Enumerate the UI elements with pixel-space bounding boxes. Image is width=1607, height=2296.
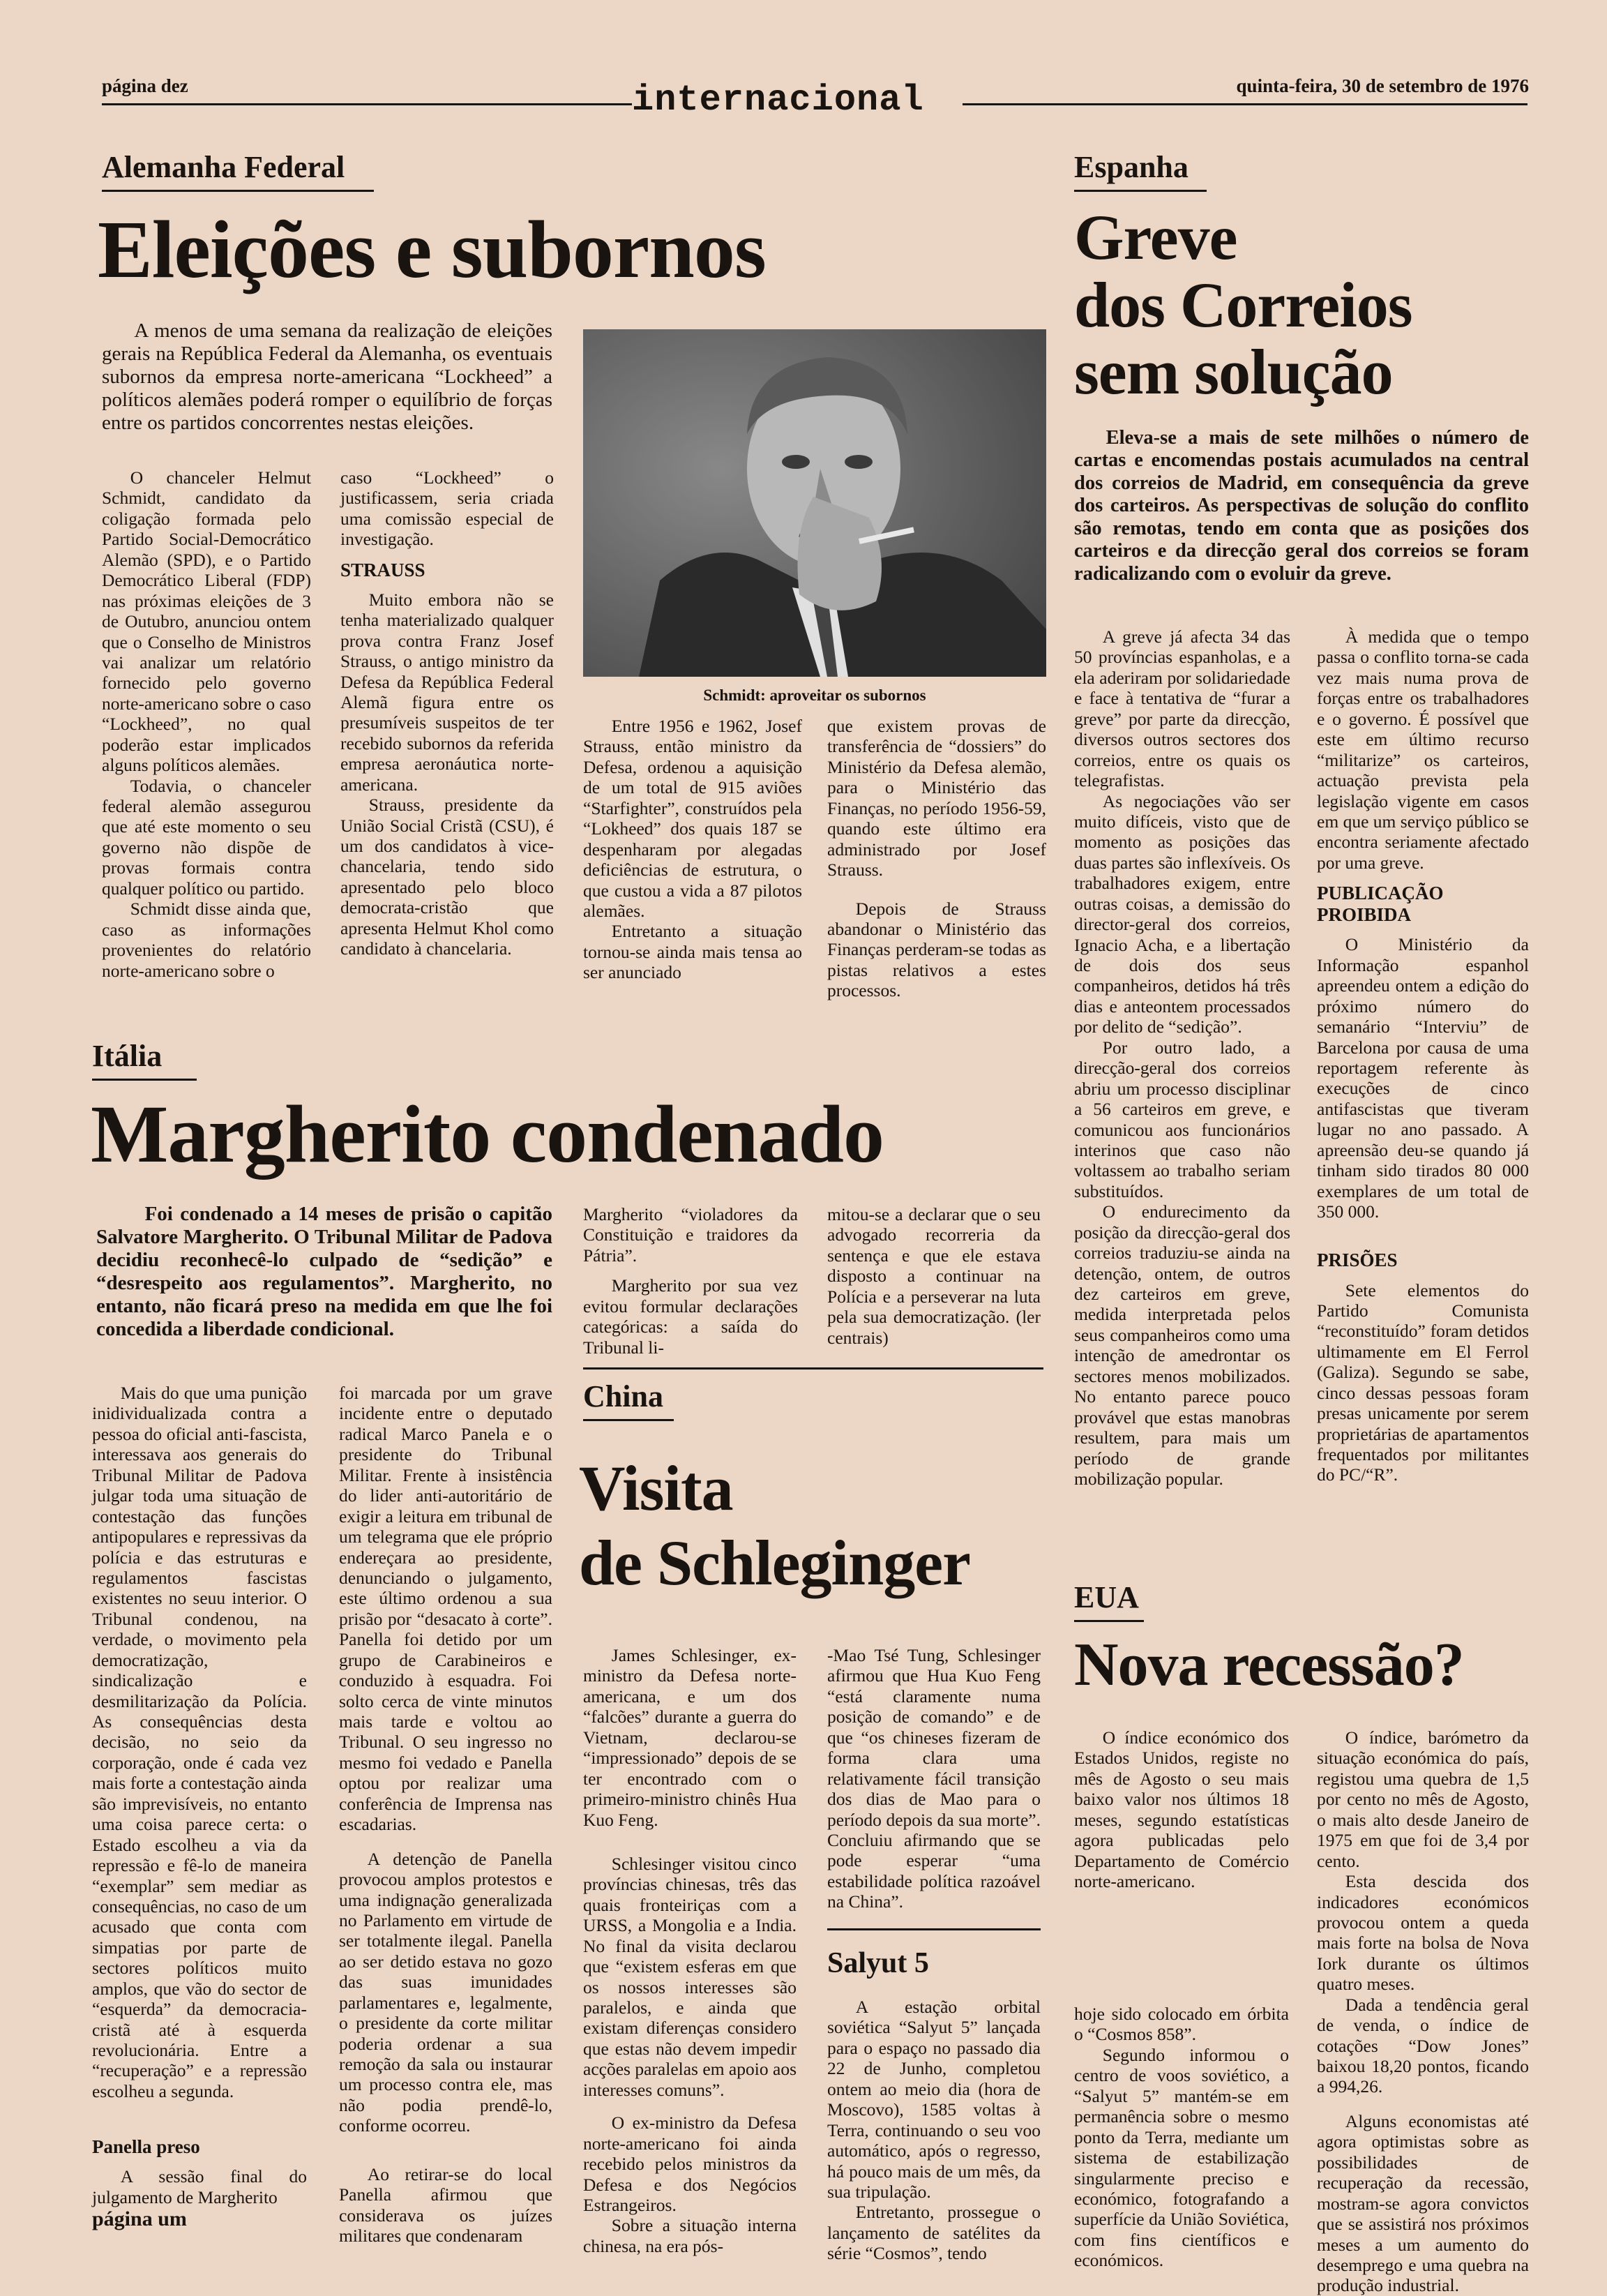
paragraph: Ao retirar-se do local Panella afirmou que considerava os juízes militares que condenaram <box>339 2163 552 2246</box>
espanha-column-2 <box>1317 626 1529 1485</box>
divider-italia-china <box>583 1367 1043 1370</box>
italia-column-1 <box>92 1383 307 2232</box>
eua-column-1 <box>1074 1727 1289 1892</box>
lead-alemanha: A menos de uma semana da realização de eleições gerais na República Federal da Alemanha, os eventuais subornos da empresa norte-americana “Lockheed” a políticos alemães poderá romper o equilíbrio de forças entre os partidos concorrentes nestas eleições. <box>102 320 552 435</box>
photo-schmidt <box>583 329 1046 677</box>
section-label-china: China <box>583 1379 663 1413</box>
italia-column-b <box>827 1204 1041 1348</box>
paragraph: À medida que o tempo passa o conflito torna-se cada vez mais numa prova de forças entre os trabalhadores e o governo. É possível que este em último recurso “militarize” os carteiros, actuação prevista pela legislação vigente em casos em que um serviço público se encontra seriamente afectado por uma greve. <box>1317 626 1529 873</box>
paragraph: Entretanto a situação tornou-se ainda mais tensa ao ser anunciado <box>583 921 802 983</box>
paragraph: caso “Lockheed” o justificassem, seria criada uma comissão especial de investigação. <box>340 467 554 550</box>
paragraph: O endurecimento da posição da direcção-geral dos correios traduziu-se ainda na detenção, ontem, de outros dez carteiros em greve, medida interpretada pelos seus companheiros como uma intenção de amedrontar os sectores menos mobilizados. No entanto parece pouco provável que estas manobras resultem, para mais um período de grande mobilização popular. <box>1074 1201 1290 1489</box>
paragraph: Alguns economistas até agora optimistas sobre as possibilidades de recuperação da recessão, mostram-se agora convictos que se assistirá nos próximos meses a um aumento do desemprego e uma quebra na produção industrial. <box>1317 2110 1529 2296</box>
headline-espanha <box>1074 204 1412 406</box>
section-rule-china <box>583 1419 674 1421</box>
paragraph: Sobre a situação interna chinesa, na era pós- <box>583 2215 797 2256</box>
divider-salyut <box>827 1928 1041 1930</box>
paragraph: Margherito “violadores da Constituição e traidores da Pátria”. <box>583 1204 798 1266</box>
paragraph: Mais do que uma punição inidividualizada contra a pessoa do oficial anti-fascista, interessava aos generais do Tribunal Militar de Padova julgar toda uma situação de contestação das funções antipopulares e repressivas da polícia e das estruturas e regulamentos fascistas existentes no seuu interior. O Tribunal condenou, na verdade, o movimento pela democratização, sindicalização e desmilitarização da Polícia. As consequências desta decisão, no seio da corporação, onde é cada vez mais forte a contestação ainda são imprevisíveis, no entanto uma coisa parece certa: o Estado escolheu a via da repressão e fê-lo de maneira “exemplar” sem mediar as consequências, no caso de um acusado que conta com simpatias por parte de sectores políticos muito amplos, que vão do sector de “esquerda” da democracia-cristã até à esquerda revolucionária. Entre a “recuperação” e a repressão escolheu a segunda. <box>92 1383 307 2101</box>
section-label-italia: Itália <box>92 1039 163 1073</box>
headline-china <box>579 1451 970 1600</box>
portrait-image <box>583 329 1046 677</box>
paragraph: Depois de Strauss abandonar o Ministério das Finanças perderam-se todas as pistas relativos a estes processos. <box>827 898 1046 1001</box>
paragraph: O Ministério da Informação espanhol apreendeu ontem a edição do próximo número do semanário “Interviu” de Barcelona por causa de uma reportagem referente às execuções de cinco antifascistas que tiveram lugar no ano passado. A apreensão deu-se quando já tinham sido tirados 80 000 exemplares de um total de 350 000. <box>1317 934 1529 1222</box>
paragraph: Sete elementos do Partido Comunista “reconstituído” foram detidos ultimamente em El Ferrol (Galiza). Segundo se sabe, cinco dessas pessoas foram presas unicamente por serem proprietárias de apartamentos frequentados por militantes do PC/“R”. <box>1317 1280 1529 1485</box>
paragraph: -Mao Tsé Tung, Schlesinger afirmou que Hua Kuo Feng “está claramente numa posição de comando” e de que “os chineses fizeram de forma clara uma relativamente fácil transição dos dias de Mao para o período depois da sua morte”. Concluiu afirmando que se pode esperar “uma estabilidade política razoável na China”. <box>827 1645 1041 1912</box>
page-footer-fragment: página um <box>92 2207 187 2231</box>
subheading-prisoes: PRISÕES <box>1317 1250 1398 1271</box>
alemanha-column-2 <box>340 467 554 959</box>
paragraph: Entretanto, prossegue o lançamento de satélites da série “Cosmos”, tendo <box>827 2202 1041 2264</box>
paragraph: Esta descida dos indicadores económicos provocou ontem a queda mais forte na bolsa de Nova Iork durante os últimos quatro meses. <box>1317 1871 1529 1995</box>
china-column-1 <box>583 1645 797 2256</box>
italia-column-a <box>583 1204 798 1358</box>
salyut-column-2 <box>1074 2004 1289 2271</box>
paragraph: James Schlesinger, ex-ministro da Defesa norte-americana, e um dos “falcões” durante a guerra do Vietnam, declarou-se “impressionado” depois de se ter encontrado com o primeiro-ministro chinês Hua Kuo Feng. <box>583 1645 797 1830</box>
salyut-column-1 <box>827 1997 1041 2264</box>
photo-caption: Schmidt: aproveitar os subornos <box>703 686 926 704</box>
alemanha-column-3 <box>583 716 802 983</box>
italia-column-2 <box>339 1383 552 2246</box>
espanha-column-1 <box>1074 626 1290 1489</box>
header-rule-left <box>102 103 632 105</box>
paragraph: As negociações vão ser muito difíceis, visto que de momento as posições das duas partes são inflexíveis. Os trabalhadores exigem, entre outras coisas, a demissão do director-geral dos correios, Ignacio Acha, e a libertação de dois dos seus companheiros, detidos há três dias e anteontem processados por delito de “sedição”. <box>1074 790 1290 1037</box>
headline-italia: Margherito condenado <box>91 1088 884 1180</box>
lead-italia: Foi condenado a 14 meses de prisão o capitão Salvatore Margherito. O Tribunal Militar de Padova decidiu reconhecê-lo culpado de “sedição” e “desrespeito aos regulamentos”. Margherito, no entanto, não ficará preso na medida em que lhe foi concedida a liberdade condicional. <box>96 1203 552 1341</box>
headline-eua: Nova recessão? <box>1074 1631 1464 1699</box>
paragraph: Dada a tendência geral de venda, o índice de cotações “Dow Jones” baixou 18,20 pontos, ficando a 994,26. <box>1317 1994 1529 2097</box>
section-title: internacional <box>632 80 924 121</box>
paragraph: que existem provas de transferência de “dossiers” do Ministério da Defesa alemão, para o Ministério das Finanças, no período 1956-59, quando este último era administrado por Josef Strauss. <box>827 716 1046 880</box>
subheading-strauss: STRAUSS <box>340 559 425 580</box>
section-rule-espanha <box>1074 190 1207 192</box>
alemanha-column-4 <box>827 716 1046 1001</box>
subheading-panella: Panella preso <box>92 2136 200 2158</box>
paragraph: O índice económico dos Estados Unidos, registe no mês de Agosto o seu mais baixo valor nos últimos 18 meses, segundo estatísticas agora publicadas pelo Departamento de Comércio norte-americano. <box>1074 1727 1289 1892</box>
headline-line: Greve <box>1074 202 1237 273</box>
paragraph: A greve já afecta 34 das 50 províncias espanholas, e a ela aderiram por solidariedade e face à tentativa de “furar a greve” por parte da direcção, diversos outros sectores dos correios, entre os quais os telegrafistas. <box>1074 626 1290 791</box>
paragraph: Por outro lado, a direcção-geral dos correios abriu um processo disciplinar a 56 carteiros em greve, e comunicou aos funcionários interinos que caso não voltassem ao trabalho seriam substituídos. <box>1074 1037 1290 1201</box>
headline-line: sem solução <box>1074 336 1393 408</box>
section-rule-alemanha <box>102 190 374 192</box>
paragraph: Margherito por sua vez evitou formular declarações categóricas: a saída do Tribunal li- <box>583 1275 798 1358</box>
paragraph: Strauss, presidente da União Social Cristã (CSU), é um dos candidatos à vice-chancelaria, tendo sido apresentado pelo bloco democrata-cristão que apresenta Helmut Khol como candidato à chancelaria. <box>340 795 554 959</box>
section-label-alemanha: Alemanha Federal <box>102 150 345 184</box>
paragraph: Schlesinger visitou cinco províncias chinesas, três das quais fronteiriças com a URSS, a Mongolia e a India. No final da visita declarou que “existem esferas em que os nossos interesses são paralelos, e ainda que existam diferenças considero que estas não devem impedir acções paralelas em apoio aos interesses comuns”. <box>583 1853 797 2100</box>
china-column-2 <box>827 1645 1041 1912</box>
eua-column-2 <box>1317 1727 1529 2296</box>
section-label-espanha: Espanha <box>1074 150 1189 184</box>
headline-line: dos Correios <box>1074 269 1412 340</box>
headline-line: de Schleginger <box>579 1526 970 1598</box>
paragraph: O índice, barómetro da situação económica do país, registou uma quebra de 1,5 por cento no mês de Agosto, o mais alto desde Janeiro de 1975 em que foi de 3,4 por cento. <box>1317 1727 1529 1871</box>
paragraph: A detenção de Panella provocou amplos protestos e uma indignação generalizada no Parlamento em virtude de ser totalmente ilegal. Panella ao ser detido estava no gozo das suas imunidades parlamentares e, legalmente, o presidente da corte militar poderia ordenar a sua remoção da sala ou instaurar um processo contra ele, mas não podia prendê-lo, conforme ocorreu. <box>339 1848 552 2136</box>
paragraph: Muito embora não se tenha materializado qualquer prova contra Franz Josef Strauss, o antigo ministro da Defesa da República Federal Alemã figura entre os presumíveis suspeitos de ter recebido subornos da referida empresa aeronáutica norte-americana. <box>340 589 554 795</box>
section-label-salyut: Salyut 5 <box>827 1947 929 1979</box>
section-rule-eua <box>1074 1620 1144 1622</box>
subheading-publicacao: PUBLICAÇÃO PROIBIDA <box>1317 883 1444 926</box>
headline-line: Visita <box>579 1453 733 1524</box>
section-label-eua: EUA <box>1074 1580 1139 1614</box>
paragraph: A estação orbital soviética “Salyut 5” lançada para o espaço no passado dia 22 de Junho, completou ontem ao meio dia (hora de Moscovo), 1585 voltas à Terra, continuando o seu voo automático, após o regresso, há pouco mais de um mês, da sua tripulação. <box>827 1997 1041 2202</box>
section-rule-italia <box>92 1079 197 1081</box>
header-rule-right <box>963 103 1527 105</box>
paragraph: O chanceler Helmut Schmidt, candidato da coligação formada pelo Partido Social-Democrático Alemão (SPD), e o Partido Democrático Liberal (FDP) nas próximas eleições de 3 de Outubro, anunciou ontem que o Conselho de Ministros vai analizar um relatório fornecido pelo governo norte-americano sobre o caso “Lockheed”, no qual poderão estar implicados alguns políticos alemães. <box>102 467 311 776</box>
paragraph: Segundo informou o centro de voos soviético, a “Salyut 5” mantém-se em permanência sobre o mesmo ponto da Terra, mediante um sistema de estabilização singularmente preciso e económico, fotografando a superfície da União Soviética, com fins científicos e económicos. <box>1074 2044 1289 2271</box>
paragraph: A sessão final do julgamento de Margherito <box>92 2166 307 2207</box>
issue-date: quinta-feira, 30 de setembro de 1976 <box>1236 75 1529 96</box>
paragraph: Entre 1956 e 1962, Josef Strauss, então ministro da Defesa, ordenou a aquisição de um total de 915 aviões “Starfighter”, construídos pela “Lokheed” dos quais 187 se despenharam por alegadas deficiências de estrutura, o que custou a vida a 87 pilotos alemães. <box>583 716 802 921</box>
alemanha-column-1 <box>102 467 311 981</box>
lead-espanha: Eleva-se a mais de sete milhões o número de cartas e encomendas postais acumulados na central dos correios de Madrid, em consequência da greve dos carteiros. As perspectivas de solução do conflito são remotas, tendo em conta que as posições dos carteiros e da direcção geral dos correios se foram radicalizando com o evoluir da greve. <box>1074 427 1529 585</box>
paragraph: Schmidt disse ainda que, caso as informações provenientes do relatório norte-americano sobre o <box>102 899 311 981</box>
paragraph: foi marcada por um grave incidente entre o deputado radical Marco Panela e o presidente do Tribunal Militar. Frente à insistência do lider anti-autoritário de exigir a leitura em tribunal de um telegrama que ele próprio endereçara ao presidente, denunciando o julgamento, este último ordenou a sua prisão por “desacato à corte”. Panella foi detido por um grupo de Carabineiros e conduzido à esquadra. Foi solto cerca de vinte minutos mais tarde e voltou ao Tribunal. O seu ingresso no mesmo foi vedado e Panella optou por realizar uma conferência de Imprensa nas escadarias. <box>339 1383 552 1835</box>
headline-alemanha: Eleições e subornos <box>98 204 766 295</box>
paragraph: Todavia, o chanceler federal alemão assegurou que até este momento o seu governo não dispõe de provas formais contra qualquer político ou partido. <box>102 775 311 899</box>
page-number-label: página dez <box>102 75 188 96</box>
paragraph: mitou-se a declarar que o seu advogado recorreria da sentença e que ele estava disposto a continuar na Polícia e a perseverar na luta pela sua democratização. (ler centrais) <box>827 1204 1041 1348</box>
paragraph: O ex-ministro da Defesa norte-americano foi ainda recebido pelos ministros da Defesa e dos Negócios Estrangeiros. <box>583 2113 797 2215</box>
paragraph: hoje sido colocado em órbita o “Cosmos 858”. <box>1074 2004 1289 2045</box>
